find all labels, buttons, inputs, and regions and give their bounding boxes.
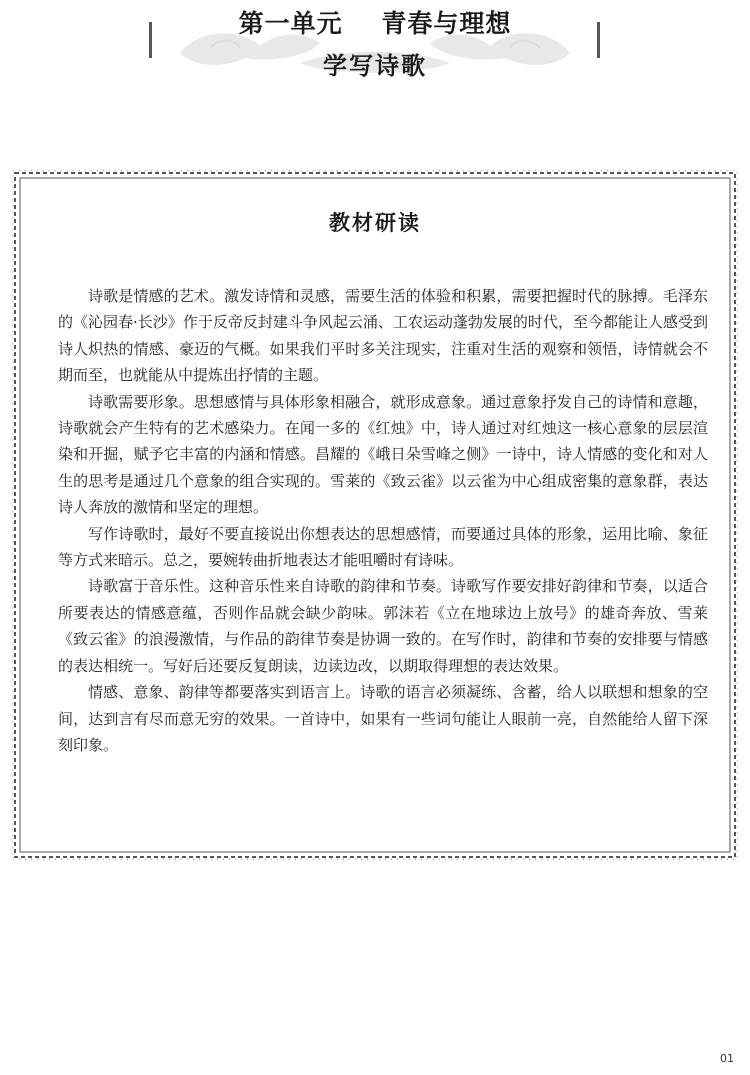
- page-number: 01: [720, 1052, 734, 1065]
- article-body: [58, 283, 708, 758]
- page-header: [0, 0, 750, 95]
- paragraph: 诗歌富于音乐性。这种音乐性来自诗歌的韵律和节奏。诗歌写作要安排好韵律和节奏，以适合所要表达的情感意蕴，否则作品就会缺少韵味。郭沫若《立在地球边上放号》的雄奇奔放、雪莱《致云雀》的浪漫激情，与作品的韵律节奏是协调一致的。在写作时，韵律和节奏的安排要与情感的表达相统一。写好后还要反复朗读，边读边改，以期取得理想的表达效果。: [58, 577, 708, 675]
- paragraph: 诗歌需要形象。思想感情与具体形象相融合，就形成意象。通过意象抒发自己的诗情和意趣，诗歌就会产生特有的艺术感染力。在闻一多的《红烛》中，诗人通过对红烛这一核心意象的层层渲染和开掘，赋予它丰富的内涵和情感。昌耀的《峨日朵雪峰之侧》一诗中，诗人情感的变化和对人生的思考是通过几个意象的组合实现的。雪莱的《致云雀》以云雀为中心组成密集的意象群，表达诗人奔放的激情和坚定的理想。: [58, 392, 708, 517]
- lesson-title: 学写诗歌: [323, 52, 427, 80]
- unit-title: 第一单元 青春与理想: [238, 9, 512, 38]
- section-title: 教材研读: [329, 210, 421, 235]
- paragraph: 诗歌是情感的艺术。激发诗情和灵感，需要生活的体验和积累，需要把握时代的脉搏。毛泽东的《沁园春·长沙》作于反帝反封建斗争风起云涌、工农运动蓬勃发展的时代，至今都能让人感受到诗人炽热的情感、豪迈的气概。如果我们平时多关注现实，注重对生活的观察和领悟，诗情就会不期而至，也就能从中提炼出抒情的主题。: [58, 287, 708, 385]
- paragraph: 写作诗歌时，最好不要直接说出你想表达的思想感情，而要通过具体的形象，运用比喻、象征等方式来暗示。总之，要婉转曲折地表达才能咀嚼时有诗味。: [58, 524, 708, 570]
- paragraph: 情感、意象、韵律等都要落实到语言上。诗歌的语言必须凝练、含蓄，给人以联想和想象的空间，达到言有尽而意无穷的效果。一首诗中，如果有一些词句能让人眼前一亮，自然能给人留下深刻印象。: [58, 683, 708, 754]
